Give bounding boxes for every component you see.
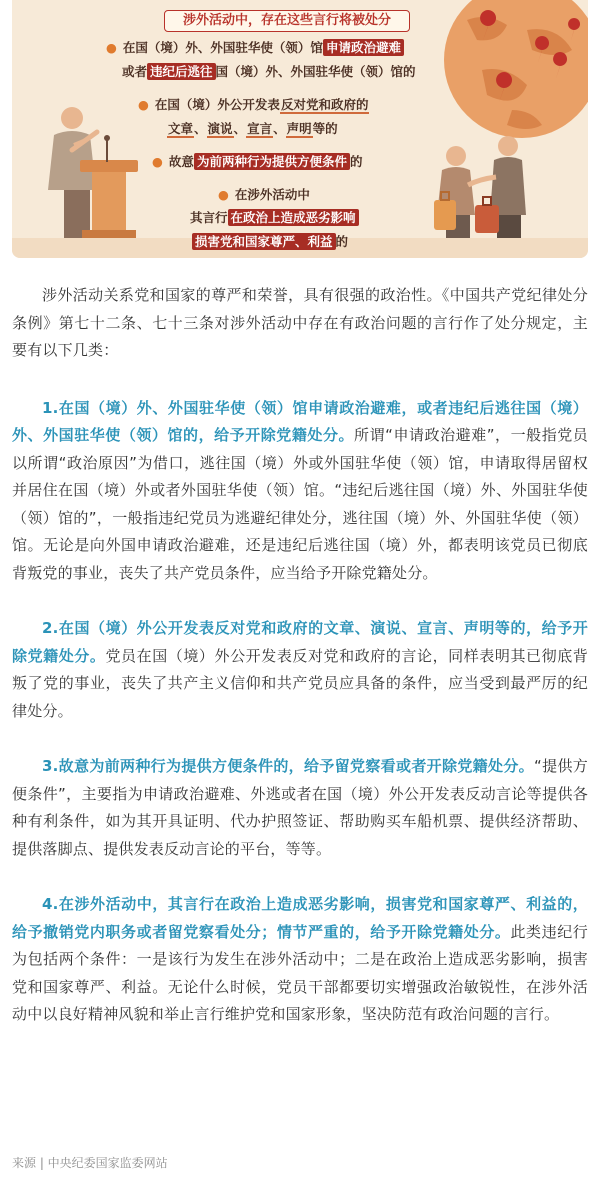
article-body — [12, 282, 588, 1029]
item-paragraph-3 — [12, 753, 588, 863]
item-paragraph-2 — [12, 615, 588, 725]
bullet-icon: ● — [152, 154, 163, 169]
banner-line-2: 或者 违纪后逃往 国（境）外、外国驻华使（领）馆的 — [122, 64, 416, 79]
banner-line-3: ● 在国（境）外公开发表反对党和政府的 — [138, 97, 369, 112]
banner-line-6: ● 在涉外活动中 — [218, 187, 310, 202]
banner-line-5: ● 故意 为前两种行为提供方便条件 的 — [152, 154, 363, 169]
banner-line-7: 其言行 在政治上造成恶劣影响 — [190, 208, 359, 228]
item-body: “提供方便条件”，主要指为申请政治避难、外逃或者在国（境）外公开发表反动言论等提供各种有利条件，如为其开具证明、代办护照签证、帮助购买车船机票、提供经济帮助、提供落脚点、提供发表反动言论的平台，等等。 — [12, 757, 588, 858]
item-paragraph-4 — [12, 891, 588, 1029]
item-paragraph-1 — [12, 395, 588, 588]
item-body: 此类违纪行为包括两个条件：一是该行为发生在涉外活动中；二是在政治上造成恶劣影响，损害党和国家尊严、利益。无论什么时候，党员干部都要切实增强政治敏锐性，在涉外活动中以良好精神风貌和举止言行维护党和国家形象，坚决防范有政治问题的言行。 — [12, 922, 588, 1023]
banner-line-8: 损害党和国家尊严、利益 的 — [192, 232, 348, 252]
intro-paragraph: 涉外活动关系党和国家的尊严和荣誉，具有很强的政治性。《中国共产党纪律处分条例》第七十二条、七十三条对涉外活动中存在有政治问题的言行作了处分规定，主要有以下几类： — [12, 286, 588, 359]
item-lead: 3.故意为前两种行为提供方便条件的，给予留党察看或者开除党籍处分。 — [42, 757, 535, 775]
banner-line-1: ● 在国（境）外、外国驻华使（领）馆 申请政治避难 — [106, 38, 404, 58]
item-body: 党员在国（境）外公开发表反对党和政府的言论，同样表明其已彻底背叛了党的事业，丧失了共产主义信仰和共产党员应具备的条件，应当受到最严厉的纪律处分。 — [12, 646, 588, 720]
banner-title: 涉外活动中，存在这些言行将被处分 — [164, 10, 410, 32]
bullet-icon: ● — [218, 187, 229, 202]
item-lead: 4.在涉外活动中，其言行在政治上造成恶劣影响，损害党和国家尊严、利益的，给予撤销党内职务或者留党察看处分；情节严重的，给予开除党籍处分。 — [12, 895, 588, 941]
source-credit: 来源 | 中央纪委国家监委网站 — [12, 1156, 168, 1170]
banner-line-4: 文章、演说、宣言、声明等的 — [168, 121, 338, 136]
speaker-figure-icon — [48, 107, 97, 240]
bullet-icon: ● — [106, 40, 117, 55]
bullet-icon: ● — [138, 97, 149, 112]
banner-illustration — [12, 0, 588, 258]
item-body: 所谓“申请政治避难”，一般指党员以所谓“政治原因”为借口，逃往国（境）外或外国驻华使（领）馆，申请取得居留权并居住在国（境）外或者外国驻华使（领）馆。“违纪后逃往国（境）外、外国驻华使（领）馆的”，一般指违纪党员为逃避纪律处分，逃往国（境）外、外国驻华使（领）馆。无论是向外国申请政治避难，还是违纪后逃往国（境）外，都表明该党员已彻底背叛党的事业，丧失了共产党员条件，应当给予开除党籍处分。 — [12, 426, 588, 582]
item-lead: 1.在国（境）外、外国驻华使（领）馆申请政治避难，或者违纪后逃往国（境）外、外国驻华使（领）馆的，给予开除党籍处分。 — [12, 398, 588, 444]
item-lead: 2.在国（境）外公开发表反对党和政府的文章、演说、宣言、声明等的，给予开除党籍处分。 — [12, 619, 588, 665]
